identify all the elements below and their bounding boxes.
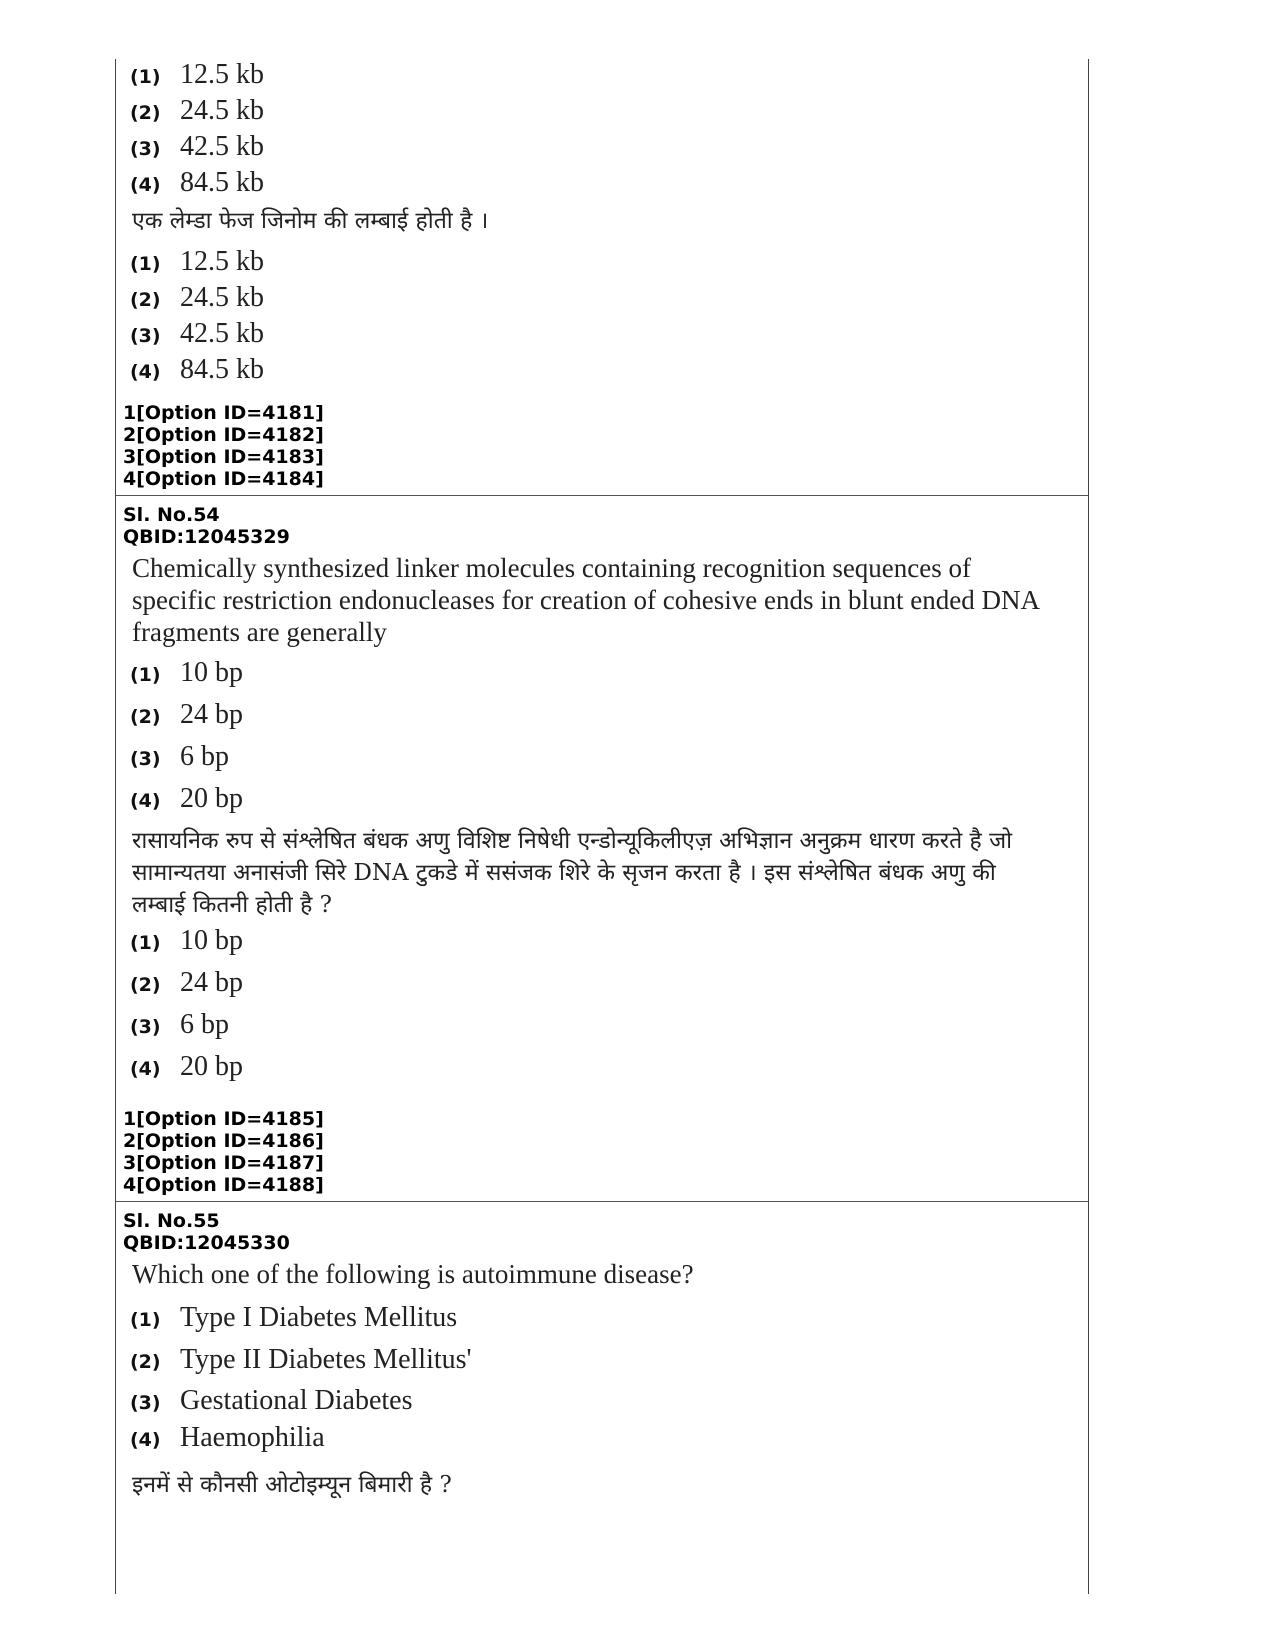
question-frame — [115, 59, 1089, 1594]
q55-en-option-3: (3) Gestational Diabetes — [130, 1385, 413, 1416]
q53-option-id-4: 4[Option ID=4184] — [123, 468, 324, 490]
q53-hi-option-1: (1) 12.5 kb — [130, 246, 264, 277]
q54-en-option-3: (3) 6 bp — [130, 741, 229, 772]
q54-qbid: QBID:12045329 — [123, 526, 290, 548]
q53-en-option-1: (1) 12.5 kb — [130, 59, 264, 90]
q55-serial-number: Sl. No.55 — [123, 1210, 220, 1232]
q54-serial-number: Sl. No.54 — [123, 504, 220, 526]
q54-option-id-4: 4[Option ID=4188] — [123, 1174, 324, 1196]
q55-en-option-2: (2) Type II Diabetes Mellitus' — [130, 1344, 472, 1375]
q53-option-id-2: 2[Option ID=4182] — [123, 424, 324, 446]
q55-en-option-4: (4) Haemophilia — [130, 1422, 325, 1453]
q53-option-id-1: 1[Option ID=4181] — [123, 402, 324, 424]
q54-en-option-1: (1) 10 bp — [130, 657, 243, 688]
q54-hi-option-3: (3) 6 bp — [130, 1009, 229, 1040]
q53-en-option-2: (2) 24.5 kb — [130, 95, 264, 126]
q53-hi-option-2: (2) 24.5 kb — [130, 282, 264, 313]
question-divider — [116, 1201, 1088, 1202]
q54-option-id-2: 2[Option ID=4186] — [123, 1130, 324, 1152]
question-divider — [116, 495, 1088, 496]
q54-hi-option-2: (2) 24 bp — [130, 967, 243, 998]
q53-hindi-question: एक लेम्डा फेज जिनोम की लम्बाई होती है । — [132, 208, 489, 234]
q54-hi-option-4: (4) 20 bp — [130, 1051, 243, 1082]
q54-hi-option-1: (1) 10 bp — [130, 925, 243, 956]
q54-en-option-2: (2) 24 bp — [130, 699, 243, 730]
q55-english-question: Which one of the following is autoimmune disease? — [132, 1259, 694, 1289]
q53-hi-option-4: (4) 84.5 kb — [130, 354, 264, 385]
q55-hindi-question: इनमें से कौनसी ओटोइम्यून बिमारी है ? — [132, 1472, 452, 1498]
q54-english-question: Chemically synthesized linker molecules containing recognition sequences of specific restriction endonucleases for creation of cohesive ends in blunt ended DNA fragments are generally — [132, 553, 1039, 647]
q53-option-id-3: 3[Option ID=4183] — [123, 446, 324, 468]
q53-hi-option-3: (3) 42.5 kb — [130, 318, 264, 349]
q53-en-option-4: (4) 84.5 kb — [130, 167, 264, 198]
q54-hindi-question: रासायनिक रुप से संश्लेषित बंधक अणु विशिष्ट निषेधी एन्डोन्यूकिलीएज़ अभिज्ञान अनुक्रम धारण करते है जो सामान्यतया अनासंजी सिरे DNA टुकडे में ससंजक शिरे के सृजन करता है । इस संश्लेषित बंधक अणु की लम्बाई कितनी होती है ? — [132, 828, 1013, 918]
q54-en-option-4: (4) 20 bp — [130, 783, 243, 814]
q55-qbid: QBID:12045330 — [123, 1232, 290, 1254]
q53-en-option-3: (3) 42.5 kb — [130, 131, 264, 162]
q55-en-option-1: (1) Type I Diabetes Mellitus — [130, 1302, 458, 1333]
q54-option-id-3: 3[Option ID=4187] — [123, 1152, 324, 1174]
q54-option-id-1: 1[Option ID=4185] — [123, 1108, 324, 1130]
